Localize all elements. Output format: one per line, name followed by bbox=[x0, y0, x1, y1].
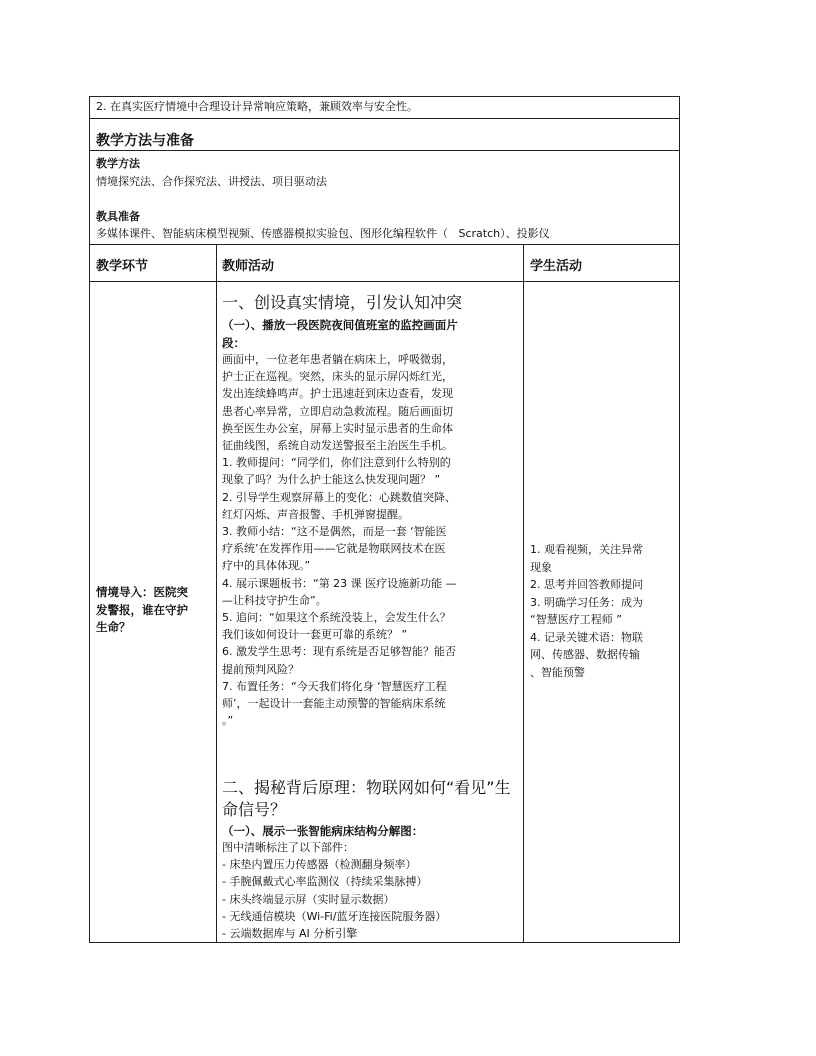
body-line: 7. 布置任务：“今天我们将化身 ‘智慧医疗工程 bbox=[222, 679, 447, 693]
tools-value: 多媒体课件、智能病床模型视频、传感器模拟实验包、图形化编程软件（ Scratch）、投影仪 bbox=[96, 227, 550, 240]
body-line: 师’，一起设计一套能主动预警的智能病床系统 bbox=[222, 697, 446, 711]
row-divider bbox=[89, 118, 680, 119]
body-line: 图中清晰标注了以下部件： bbox=[222, 841, 354, 854]
methods-section-title: 教学方法与准备 bbox=[96, 133, 194, 149]
student-line: 现象 bbox=[530, 560, 552, 574]
phase-label-line: 生命？ bbox=[96, 620, 131, 634]
body-line: 现象了吗？为什么护士能这么快发现问题？ ” bbox=[222, 473, 441, 487]
column-divider bbox=[216, 244, 217, 943]
part1-subtitle-line: 段： bbox=[222, 336, 245, 350]
body-line: —让科技守护生命”。 bbox=[222, 593, 327, 607]
student-line: 4. 记录关键术语：物联 bbox=[530, 630, 643, 644]
part2-title bbox=[222, 777, 511, 821]
part1-title: 一、创设真实情境，引发认知冲突 bbox=[222, 293, 463, 312]
student-line: 2. 思考并回答教师提问 bbox=[530, 578, 643, 591]
body-line: 征曲线图，系统自动发送警报至主治医生手机。 bbox=[222, 439, 453, 453]
body-line: 5. 追问：“如果这个系统没装上，会发生什么？ bbox=[222, 611, 451, 625]
body-line: 2. 引导学生观察屏幕上的变化：心跳数值突降、 bbox=[222, 490, 456, 504]
part2-subtitle: （一）、展示一张智能病床结构分解图： bbox=[222, 824, 424, 838]
body-line: 患者心率异常，立即启动急救流程。随后画面切 bbox=[222, 404, 453, 418]
student-line: “智慧医疗工程师 ” bbox=[530, 613, 622, 626]
body-line: 6. 激发学生思考：现有系统是否足够智能？能否 bbox=[222, 645, 456, 659]
phase-label-line: 情境导入：医院突 bbox=[96, 585, 188, 599]
row-divider bbox=[89, 150, 680, 151]
phase-label bbox=[96, 584, 188, 637]
part1-subtitle bbox=[222, 316, 458, 352]
body-line: 发出连续蜂鸣声。护士迅速赶到床边查看，发现 bbox=[222, 387, 453, 401]
body-line: 。” bbox=[222, 714, 234, 728]
phase-label-line: 发警报，谁在守护 bbox=[96, 602, 188, 617]
row-divider bbox=[89, 281, 680, 282]
body-line: 疗中的具体体现。” bbox=[222, 559, 311, 573]
header-teacher: 教师活动 bbox=[222, 259, 275, 274]
method-label: 教学方法 bbox=[96, 157, 140, 170]
body-line: 3. 教师小结：“这不是偶然，而是一套 ‘智能医 bbox=[222, 525, 447, 539]
header-student: 学生活动 bbox=[530, 259, 583, 274]
student-activity bbox=[530, 541, 643, 681]
student-line: 网、传感器、数据传输 bbox=[530, 648, 640, 661]
body-line: 护士正在巡视。突然，床头的显示屏闪烁红光， bbox=[222, 370, 453, 384]
header-phase: 教学环节 bbox=[96, 259, 149, 274]
body-line: 提前预判风险？ bbox=[222, 662, 299, 676]
body-line: 我们该如何设计一套更可靠的系统？ ” bbox=[222, 628, 408, 642]
column-divider bbox=[523, 244, 524, 943]
part2-title-line: 二、揭秘背后原理：物联网如何“看见”生 bbox=[222, 778, 511, 797]
part1-subtitle-line: （一）、播放一段医院夜间值班室的监控画面片 bbox=[222, 318, 458, 332]
body-line: - 床垫内置压力传感器（检测翻身频率） bbox=[222, 858, 417, 872]
part2-body bbox=[222, 839, 446, 942]
method-value: 情境探究法、合作探究法、讲授法、项目驱动法 bbox=[96, 175, 327, 188]
student-line: 、智能预警 bbox=[530, 665, 585, 679]
student-line: 1. 观看视频，关注异常 bbox=[530, 543, 643, 556]
body-line: 换至医生办公室，屏幕上实时显示患者的生命体 bbox=[222, 421, 453, 435]
student-line: 3. 明确学习任务：成为 bbox=[530, 595, 643, 609]
body-line: - 手腕佩戴式心率监测仪（持续采集脉搏） bbox=[222, 875, 428, 889]
part1-body bbox=[222, 351, 457, 729]
body-line: 画面中，一位老年患者躺在病床上，呼吸微弱， bbox=[222, 353, 453, 366]
body-line: - 床头终端显示屏（实时显示数据） bbox=[222, 892, 395, 906]
part2-title-line: 命信号？ bbox=[222, 800, 287, 819]
body-line: 红灯闪烁、声音报警、手机弹窗提醒。 bbox=[222, 507, 409, 521]
goal-line: 2. 在真实医疗情境中合理设计异常响应策略，兼顾效率与安全性。 bbox=[96, 100, 418, 113]
body-line: 1. 教师提问：“同学们，你们注意到什么特别的 bbox=[222, 456, 451, 470]
tools-label: 教具准备 bbox=[96, 210, 140, 223]
body-line: - 云端数据库与 AI 分析引擎 bbox=[222, 927, 358, 941]
body-line: 疗系统’在发挥作用——它就是物联网技术在医 bbox=[222, 542, 446, 556]
row-divider bbox=[89, 244, 680, 245]
body-line: - 无线通信模块（Wi-Fi/蓝牙连接医院服务器） bbox=[222, 909, 447, 923]
body-line: 4. 展示课题板书：“第 23 课 医疗设施新功能 — bbox=[222, 576, 457, 590]
